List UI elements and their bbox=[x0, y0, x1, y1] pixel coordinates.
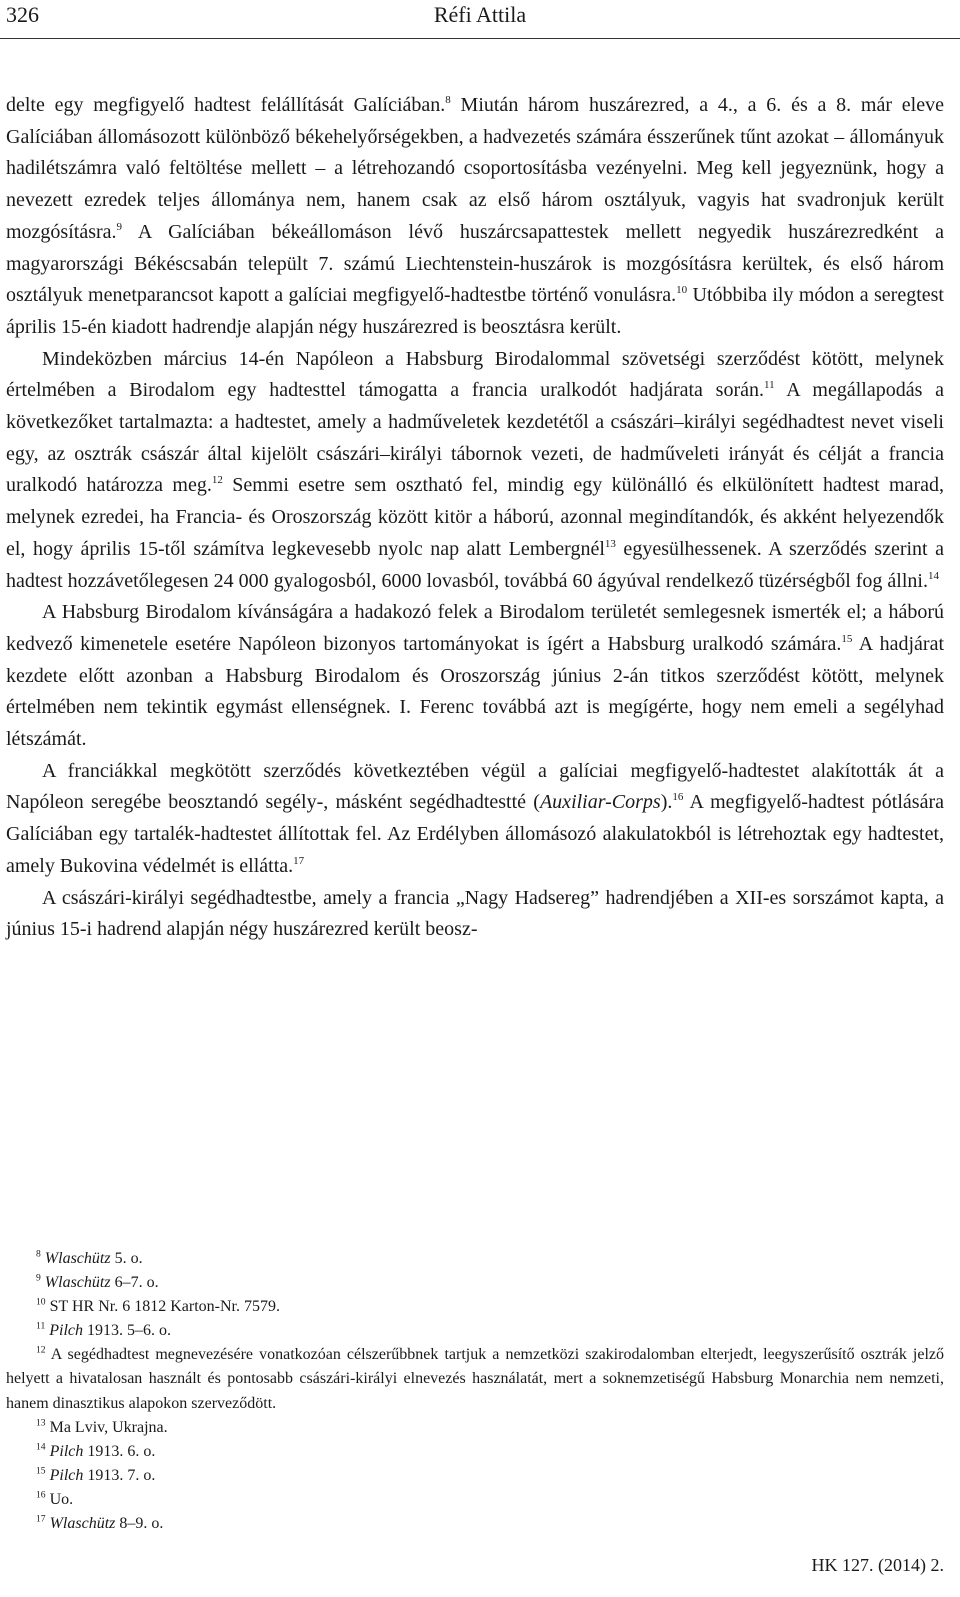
text-run: egyesülhessenek. A szerződés szerint a hadtest hozzávetőlegesen 24 000 gyalogosból, 6000 lovasból, továbbá 60 ágyúval rendelkező tüzérségből fog állni. bbox=[6, 537, 945, 592]
italic-text: Wlaschütz bbox=[44, 1274, 111, 1292]
page-number: 326 bbox=[6, 2, 39, 27]
text-run: A megfigyelő-hadtest pótlására Galíciában egy tartalék-hadtestet állítottak fel. Az Erdélyben állomásozó alakulatokból is létrehoztak egy hadtestet, amely Bukovina védelmét is ellátta. bbox=[6, 791, 944, 877]
footnote-reference[interactable]: 8 bbox=[445, 93, 451, 106]
italic-text: Wlaschütz bbox=[44, 1250, 111, 1267]
footnote-number: 12 bbox=[36, 1344, 46, 1356]
footnote-reference[interactable]: 12 bbox=[211, 474, 223, 487]
text-run: ). bbox=[660, 791, 673, 814]
footnote-reference[interactable]: 14 bbox=[927, 569, 939, 582]
body-paragraph bbox=[6, 344, 944, 598]
footnote-number: 17 bbox=[36, 1513, 46, 1525]
italic-text: Auxiliar-Corps bbox=[539, 791, 661, 814]
footnote-reference[interactable]: 17 bbox=[293, 854, 305, 867]
text-run: delte egy megfigyelő hadtest felállítását Galíciában. bbox=[6, 94, 446, 116]
footnote-number: 15 bbox=[36, 1465, 46, 1477]
footnote-reference[interactable]: 13 bbox=[604, 537, 616, 550]
text-run: 1913. 5–6. o. bbox=[83, 1322, 172, 1340]
text-run: 6–7. o. bbox=[110, 1274, 159, 1292]
footnote bbox=[6, 1512, 944, 1536]
text-run: Semmi esetre sem osztható fel, mindig egy különálló és elkülönített hadtest marad, melynek ezredei, ha Francia- és Oroszország között kitör a háború, azonnal megindítandók, és akként helyezendők el, hogy április 15-től számítva legkevesebb nyolc nap alatt Lembergnél bbox=[6, 474, 944, 560]
footnote-reference[interactable]: 11 bbox=[764, 379, 775, 392]
text-run: A megállapodás a következőket tartalmazta: a hadtestet, amely a hadműveletek kezdetétől a császári–királyi segédhadtest nevet viseli egy, az osztrák császár által kijelölt császári–királyi tábornok vezeti, de hadműveleti irányát és célját a francia uralkodó határozza meg. bbox=[6, 379, 945, 497]
text-run: A segédhadtest megnevezésére vonatkozóan célszerűbbnek tartjuk a nemzetközi szakirodalomban elterjedt, leegyszerűsítő osztrák jelző helyett a hivatalosan használt és pontosabb császári-királyi elnevezés használatát, mert a soknemzetiségű Habsburg Monarchia nem nemzeti, hanem dinasztikus alapokon szerveződött. bbox=[6, 1346, 945, 1412]
footnote-reference[interactable]: 16 bbox=[672, 791, 684, 804]
footnote bbox=[6, 1247, 944, 1271]
footnote bbox=[6, 1416, 944, 1440]
footnote-number: 14 bbox=[36, 1441, 46, 1453]
text-run: Utóbbiba ily módon a seregtest április 15-én kiadott hadrendje alapján négy huszárezred is beosztásra került. bbox=[6, 284, 944, 338]
running-header-author: Réfi Attila bbox=[433, 2, 527, 27]
text-run: 5. o. bbox=[110, 1250, 143, 1267]
body-paragraph bbox=[6, 883, 944, 946]
text-run: A Galíciában békeállomáson lévő huszárcsapattestek mellett negyedik huszárezredként a magyarországi Békéscsabán települt 7. számú Liechtenstein-huszárok is mozgósításra kerültek, és első három osztályuk menetparancsot kapott a galíciai megfigyelő-hadtestbe történő vonulásra. bbox=[6, 220, 944, 307]
text-run: Miután három huszárezred, a 4., a 6. és a 8. már eleve Galíciában állomásozott különböző békehelyőrségekben, a hadvezetés számára ésszerűnek tűnt azokat – állományuk hadilétszámra való feltöltése mellett – a létrehozandó csoportosításba vezényelni. Meg kell jegyeznünk, hogy a nevezett ezredek teljes állománya nem, hanem csak az első három osztályuk, vagyis hat svadronjuk került mozgósításra. bbox=[6, 94, 944, 243]
text-run: A császári-királyi segédhadtestbe, amely a francia „Nagy Hadsereg” hadrendjében a XII-es sorszámot kapta, a június 15-i hadrend alapján négy huszárezred került beosz- bbox=[6, 886, 944, 941]
text-run: ST HR Nr. 6 1812 Karton-Nr. 7579. bbox=[49, 1298, 280, 1316]
body-paragraph bbox=[6, 756, 944, 883]
text-run: A franciákkal megkötött szerződés következtében végül a galíciai megfigyelő-hadtestet alakították át a Napóleon seregébe beosztandó segély-, másként segédhadtestté ( bbox=[6, 759, 944, 814]
body-paragraph bbox=[6, 597, 944, 756]
footnote-number: 10 bbox=[36, 1296, 46, 1308]
footnote-number: 8 bbox=[36, 1248, 41, 1260]
main-text bbox=[6, 90, 944, 946]
text-run: Mindeközben március 14-én Napóleon a Habsburg Birodalommal szövetségi szerződést kötött, melynek értelmében a Birodalom egy hadtesttel támogatta a francia uralkodót hadjárata során. bbox=[6, 347, 944, 402]
footnote bbox=[6, 1440, 944, 1464]
italic-text: Pilch bbox=[49, 1466, 84, 1484]
footnote-reference[interactable]: 15 bbox=[841, 632, 853, 645]
text-run: 1913. 6. o. bbox=[83, 1442, 156, 1460]
text-run: Ma Lviv, Ukrajna. bbox=[49, 1418, 168, 1436]
footnote bbox=[6, 1343, 944, 1415]
italic-text: Pilch bbox=[49, 1442, 84, 1460]
running-header bbox=[0, 0, 960, 39]
text-run: 8–9. o. bbox=[115, 1515, 164, 1533]
text-run: 1913. 7. o. bbox=[83, 1466, 156, 1484]
text-run: Uo. bbox=[49, 1490, 74, 1508]
footnote bbox=[6, 1271, 944, 1295]
footnote bbox=[6, 1464, 944, 1488]
footnote-number: 16 bbox=[36, 1489, 46, 1501]
journal-footer: HK 127. (2014) 2. bbox=[811, 1555, 944, 1575]
footnote bbox=[6, 1295, 944, 1319]
footnote-reference[interactable]: 9 bbox=[116, 220, 123, 233]
footnote-number: 11 bbox=[36, 1320, 46, 1332]
footnote-reference[interactable]: 10 bbox=[676, 283, 688, 296]
footnotes bbox=[6, 1247, 944, 1536]
footnote bbox=[6, 1488, 944, 1512]
footnote-number: 9 bbox=[36, 1272, 41, 1284]
text-run: A hadjárat kezdete előtt azonban a Habsburg Birodalom és Oroszország június 2-án titkos szerződést kötött, melynek értelmében nem tekintik egymást ellenségnek. I. Ferenc továbbá azt is megígérte, hogy nem emeli a segélyhad létszámát. bbox=[6, 632, 945, 751]
italic-text: Wlaschütz bbox=[49, 1515, 116, 1533]
footnote bbox=[6, 1319, 944, 1343]
italic-text: Pilch bbox=[49, 1322, 84, 1340]
footnote-number: 13 bbox=[36, 1416, 46, 1428]
text-run: A Habsburg Birodalom kívánságára a hadakozó felek a Birodalom területét semlegesnek ismerték el; a háború kedvező kimenetele esetére Napóleon bizonyos tartományokat is ígért a Habsburg uralkodó számára. bbox=[6, 601, 944, 655]
body-paragraph bbox=[6, 90, 944, 344]
